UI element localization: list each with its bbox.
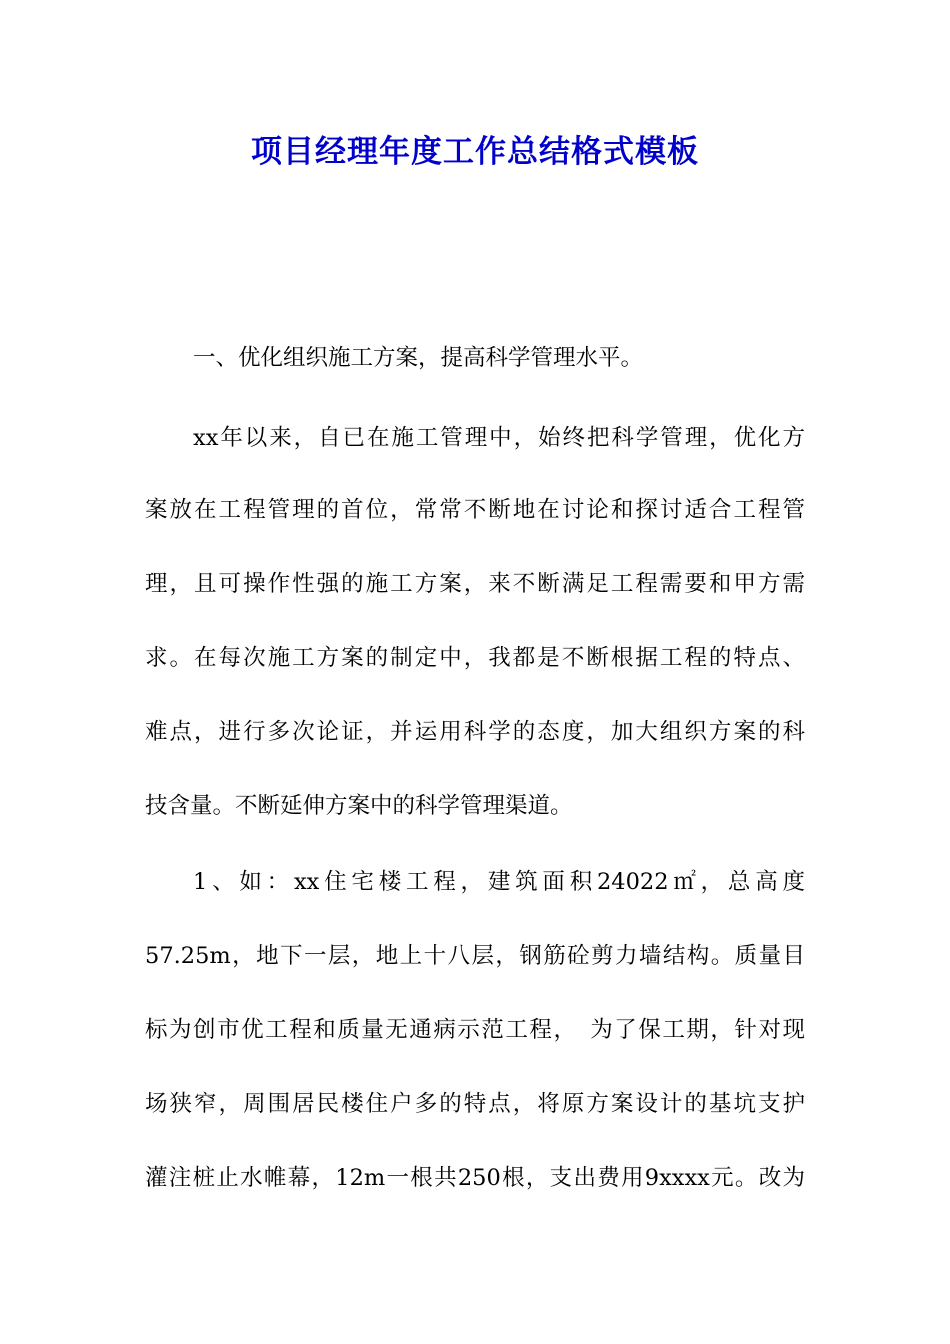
- paragraph-line: 灌注桩止水帷幕，12m一根共250根，支出费用9xxxx元。改为: [145, 1165, 805, 1191]
- paragraph-line: 理，且可操作性强的施工方案，来不断满足工程需要和甲方需: [145, 571, 805, 597]
- section-heading: 一、优化组织施工方案，提高科学管理水平。: [193, 345, 644, 371]
- paragraph-line: 求。在每次施工方案的制定中，我都是不断根据工程的特点、: [145, 645, 805, 671]
- paragraph-line: xx年以来，自已在施工管理中，始终把科学管理，优化方: [193, 425, 805, 451]
- paragraph-line: 技含量。不断延伸方案中的科学管理渠道。: [145, 793, 573, 819]
- paragraph-line: 57.25m，地下一层，地上十八层，钢筋砼剪力墙结构。质量目: [145, 943, 805, 969]
- paragraph-line: 难点，进行多次论证，并运用科学的态度，加大组织方案的科: [145, 719, 805, 745]
- paragraph-line: 标为创市优工程和质量无通病示范工程， 为了保工期，针对现: [145, 1017, 805, 1043]
- document-title: 项目经理年度工作总结格式模板: [251, 134, 699, 170]
- paragraph-line: 1、如：xx住宅楼工程，建筑面积24022㎡，总高度: [193, 869, 805, 895]
- paragraph-line: 案放在工程管理的首位，常常不断地在讨论和探讨适合工程管: [145, 497, 805, 523]
- paragraph-line: 场狭窄，周围居民楼住户多的特点，将原方案设计的基坑支护: [145, 1091, 805, 1117]
